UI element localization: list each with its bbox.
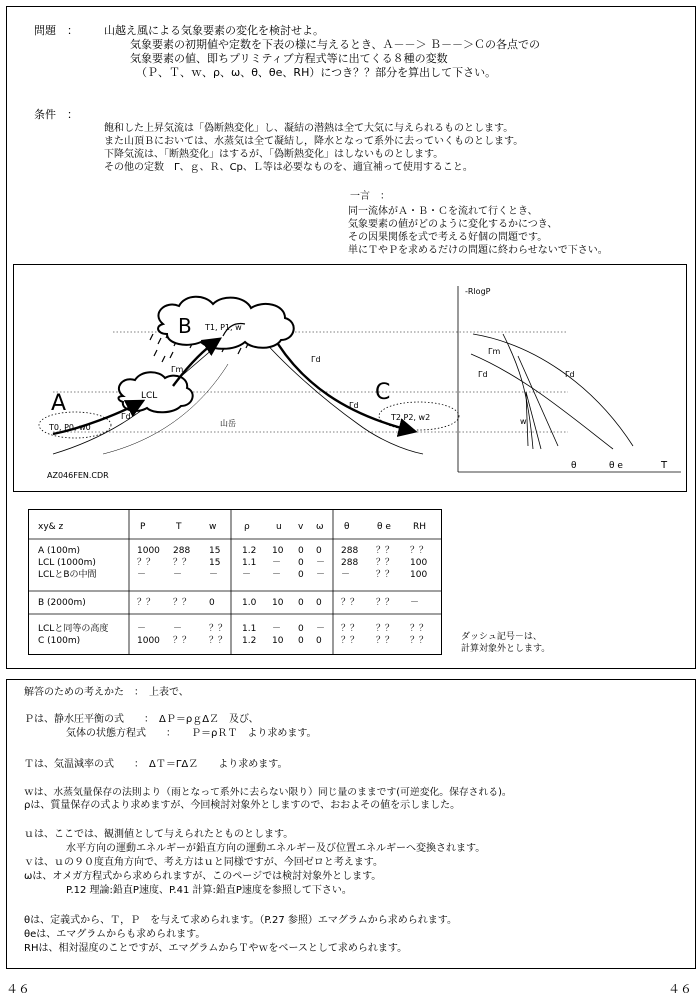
table-cell: 0 [209,598,215,608]
answer-t-line: Ｔは、気温減率の式 ： ΔＴ＝ΓΔＺ より求めます。 [24,759,288,770]
table-cell: － [272,558,282,568]
answer-omega-line-2: P.12 理論:鉛直P速度、P.41 計算:鉛直P速度を参照して下さい。 [66,885,352,896]
table-cell: － [272,624,282,634]
table-row-label: B (2000m) [38,598,86,608]
answer-rho-line: ρは、質量保存の式より求めますが、今回検討対象外としますので、おおよその値を示しました。 [24,800,461,811]
table-cell: ？？ [209,636,228,646]
table-cell: － [209,570,219,580]
table-cell: 15 [209,546,221,556]
table-cell: 0 [316,546,322,556]
table-cell: 1000 [137,636,160,646]
table-cell: 0 [298,558,304,568]
table-cell: 10 [272,598,284,608]
page-number-right: ４６ [668,982,693,996]
lcl-label: LCL [141,391,158,401]
table-cell: ？？ [410,546,429,556]
label-a-values: T0, P0, w0 [49,423,91,432]
table-cell: ？？ [376,570,395,580]
gamma-d-center: Γd [311,355,321,364]
table-header-v: v [298,522,304,532]
table-row-label: LCLとBの中間 [38,570,97,580]
table-cell: － [173,570,183,580]
point-c-label: C [375,380,391,405]
emagram-gamma-m: Γm [488,347,501,356]
table-cell: 1000 [137,546,160,556]
emagram [458,286,681,472]
table-cell: 0 [298,636,304,646]
table-cell: ？？ [137,598,156,608]
answer-u-line-2: 水平方向の運動エネルギーが鉛直方向の運動エネルギー及び位置エネルギーへ変換されます。 [66,843,486,854]
conditions-line-1: 飽和した上昇気流は「偽断熱変化」し、凝結の潜熱は全て大気に与えられるものとします。 [104,123,514,134]
note-line-4: 単にＴやＰを求めるだけの問題に終わらせないで下さい。 [348,245,608,256]
table-cell: ？？ [410,636,429,646]
emagram-theta-e: θ e [609,461,623,471]
table-cell: 1.2 [242,636,257,646]
table-cell: 0 [298,570,304,580]
mountain-flow-diagram [13,264,687,492]
emagram-theta: θ [571,461,577,471]
table-cell: ？？ [173,636,192,646]
conditions-label: 条件 ： [34,108,78,121]
table-cell: 0 [298,624,304,634]
table-cell: － [316,558,326,568]
gamma-m-left: Γm [171,365,184,374]
table-header-rho: ρ [244,522,250,532]
answer-omega-line-1: ωは、オメガ方程式から求められますが、このページでは検討対象外とします。 [24,871,382,882]
table-cell: ？？ [173,558,192,568]
table-cell: 0 [298,598,304,608]
diagram-filename: AZ046FEN.CDR [47,471,109,480]
table-header-t: T [176,522,182,532]
table-cell: ？？ [341,624,360,634]
table-cell: － [410,598,420,608]
point-a-label: A [51,391,67,416]
answer-w-line: ｗは、水蒸気量保存の法則より（雨となって系外に去らない限り）同じ量のままです(可逆変化。保存される)。 [24,787,512,798]
emagram-gamma-d-left: Γd [478,370,488,379]
table-cell: 15 [209,558,221,568]
table-row-label: LCLと同等の高度 [38,624,109,634]
table-header-w: w [209,522,217,532]
table-row-label: A (100m) [38,546,80,556]
table-cell: － [173,624,183,634]
table-row-label: LCL (1000m) [38,558,96,568]
table-cell: － [316,570,326,580]
emagram-gamma-d-right: Γd [565,370,575,379]
table-header-theta: θ [344,522,350,532]
dash-note-line-1: ダッシュ記号－は、 [461,632,542,642]
table-cell: 288 [341,558,359,568]
problem-line-2: 気象要素の初期値や定数を下表の様に与えるとき、Ａ－－＞ Ｂ－－＞Ｃの各点での [130,38,541,51]
point-b-label: B [178,314,192,338]
table-cell: ？？ [137,558,156,568]
conditions-line-3: 下降気流は、「断熱変化」はするが、「偽断熱変化」はしないものとします。 [104,149,444,160]
table-cell: 288 [341,546,359,556]
table-cell: ？？ [376,636,395,646]
table-cell: － [316,624,326,634]
problem-line-1: 山越え風による気象要素の変化を検討せよ。 [104,24,324,37]
table-cell: － [341,570,351,580]
table-header-omega: ω [316,522,324,532]
answer-heading: 解答のための考えかた ： 上表で、 [24,687,189,698]
table-cell: 1.0 [242,598,257,608]
table-cell: 0 [316,636,322,646]
table-cell: 1.2 [242,546,257,556]
table-cell: ？？ [376,624,395,634]
table-header-rh: RH [413,522,427,532]
table-cell: － [137,570,147,580]
answer-theta-e-line: θeは、エマグラムからも求められます。 [24,929,206,940]
table-header-theta-e: θ e [377,522,391,532]
table-row-label: C (100m) [38,636,81,646]
table-cell: － [242,570,252,580]
table-cell: ？？ [341,598,360,608]
gamma-d-left: Γd [121,412,131,421]
page-number-left: ４６ [6,982,31,996]
table-cell: 1.1 [242,558,257,568]
problem-line-4: （Ｐ、Ｔ、ｗ、ρ、ω、θ、θe、RH）につき？？部分を算出して下さい。 [136,66,497,79]
label-b-values: T1, P1, w [205,323,242,332]
answer-v-line: ｖは、ｕの９０度直角方向で、考え方はｕと同様ですが、今回ゼロと考えます。 [24,857,383,868]
table-cell: 0 [298,546,304,556]
table-header-u: u [276,522,282,532]
note-line-2: 気象要素の値がどのように変化するかにつき、 [348,219,558,230]
note-line-1: 同一流体がＡ・Ｂ・Ｃを流れて行くとき、 [348,206,538,217]
emagram-w-label: w [520,417,527,426]
table-cell: － [137,624,147,634]
table-cell: ？？ [376,546,395,556]
mountain-outline [53,332,423,454]
gamma-d-right: Γd [349,401,359,410]
mountain-label: 山岳 [220,419,236,428]
label-c-values: T2,P2, w2 [391,413,431,422]
table-header-p: P [140,522,146,532]
answer-theta-line: θは、定義式から、Ｔ，Ｐ を与えて求められます。（P.27 参照）エマグラムから求められます。 [24,915,457,926]
table-cell: ？？ [410,624,429,634]
table-cell: ？？ [341,636,360,646]
table-cell: 288 [173,546,191,556]
answer-rh-line: RHは、相対湿度のことですが、エマグラムからＴやｗをベースとして求められます。 [24,943,408,954]
answer-p-line-1: Ｐは、静水圧平衡の式 ： ΔＰ＝ρｇΔＺ 及び、 [24,714,259,725]
table-cell: 100 [410,570,428,580]
conditions-line-4: その他の定数 Γ、ｇ、Ｒ、Cp、Ｌ等は必要なものを、適宜補って使用すること。 [104,162,473,173]
emagram-x-axis-label: T [661,460,668,471]
emagram-y-axis-label: -RlogP [465,287,491,296]
table-cell: ？？ [173,598,192,608]
note-title: 一言 ： [350,191,390,202]
table-cell: ？？ [376,598,395,608]
table-cell: 1.1 [242,624,257,634]
answer-p-line-2: 気体の状態方程式 ： Ｐ＝ρＲＴ より求めます。 [66,728,317,739]
answer-u-line-1: ｕは、ここでは、観測値として与えられたとものとします。 [24,829,294,840]
dash-note-line-2: 計算対象外とします。 [461,644,551,654]
table-cell: 0 [316,598,322,608]
table-cell: － [272,570,282,580]
note-line-3: その因果関係を式で考える好個の問題です。 [348,232,548,243]
table-cell: 100 [410,558,428,568]
table-cell: 10 [272,636,284,646]
table-cell: ？？ [376,558,395,568]
table-cell: ？？ [209,624,228,634]
table-header-xyz: xy& z [38,522,64,532]
problem-line-3: 気象要素の値、即ちプリミティブ方程式等に出てくる８種の変数 [130,52,448,65]
table-cell: 10 [272,546,284,556]
problem-label: 問題 ： [34,24,78,37]
conditions-line-2: また山頂Ｂにおいては、水蒸気は全て凝結し，降水となって系外に去っていくものとします。 [104,136,524,147]
